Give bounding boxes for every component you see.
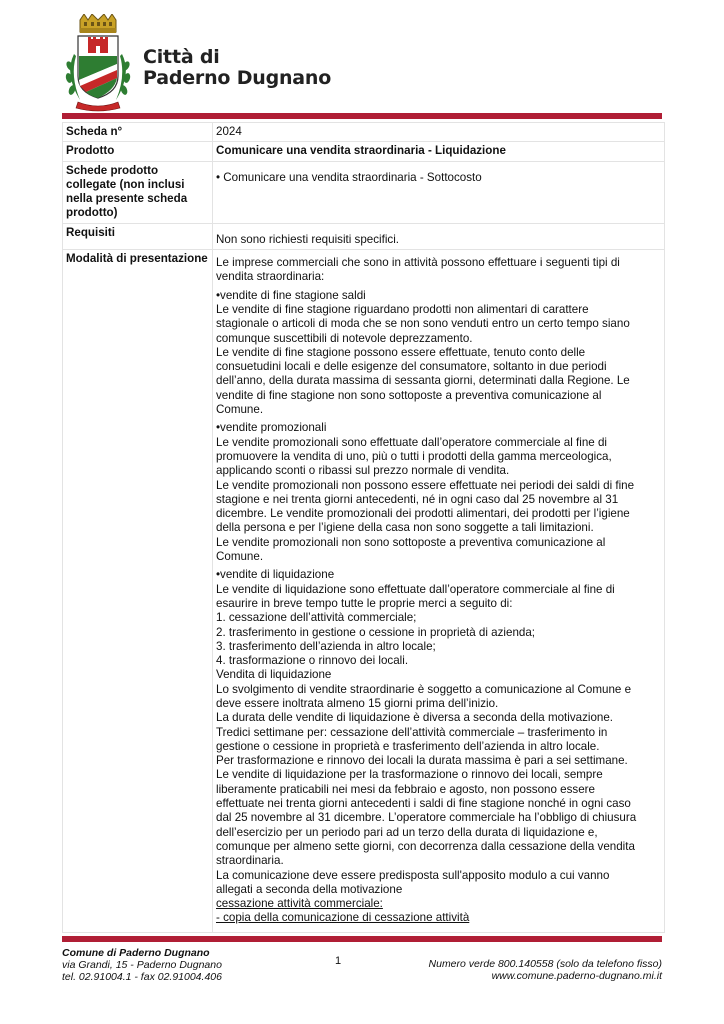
text-line: Le vendite promozionali sono effettuate dall’operatore commerciale al fine di [216, 435, 607, 449]
product-sheet-table [62, 122, 665, 933]
text-line: Le imprese commerciali che sono in attività possono effettuare i seguenti tipi di [216, 256, 620, 270]
text-line: gestione o cessione in proprietà e trasferimento dell’azienda in altro locale. [216, 739, 600, 753]
text-line: Le vendite di liquidazione per la trasformazione o rinnovo dei locali, sempre [216, 768, 603, 782]
text-line: La durata delle vendite di liquidazione è diversa a seconda della motivazione. [216, 711, 614, 725]
page-number: 1 [334, 955, 342, 967]
text-line: Tredici settimane per: cessazione dell’attività commerciale – trasferimento in [216, 725, 608, 739]
footer-contact-block [429, 958, 662, 982]
text-line: della persona e per l’igiene della casa non sono soggette a tali limitazioni. [216, 521, 594, 535]
text-line: Le vendite promozionali non sono sottoposte a preventiva comunicazione al [216, 535, 606, 549]
text-line: dicembre. Le vendite promozionali dei prodotti alimentari, dei prodotti per l’igiene [216, 507, 630, 521]
text-line: comunque suscettibili di notevole deprezzamento. [216, 331, 473, 345]
modalita-paragraph [216, 289, 661, 418]
collegate-label: Schede prodotto collegate (non inclusi nella presente scheda prodotto) [63, 161, 213, 223]
text-line: 2. trasferimento in gestione o cessione in proprietà di azienda; [216, 625, 536, 639]
footer-toll-free: Numero verde 800.140558 (solo da telefono fisso) [428, 958, 662, 970]
text-line: Lo svolgimento di vendite straordinarie è soggetto a comunicazione al Comune e [216, 682, 632, 696]
modalita-value [213, 250, 665, 933]
text-line: •vendite di fine stagione saldi [216, 288, 366, 302]
text-line: •vendite di liquidazione [216, 568, 335, 582]
text-line: effettuate nei trenta giorni antecedenti i saldi di fine stagione nonché in ogni caso [216, 797, 631, 811]
modalita-paragraph [216, 421, 661, 564]
shield-icon [78, 36, 118, 98]
text-line: comunque per almeno sette giorni, con decorrenza dalla cessazione della vendita [216, 839, 635, 853]
text-line: Per trasformazione e rinnovo dei locali la durata massima è pari a sei settimane. [216, 754, 628, 768]
text-line: Comune. [216, 550, 264, 564]
text-line: allegati a seconda della motivazione [216, 882, 403, 896]
footer-address: via Grandi, 15 - Paderno Dugnano [62, 959, 222, 971]
row-requisiti [63, 223, 665, 249]
scheda-value: 2024 [213, 123, 665, 142]
text-line: La comunicazione deve essere predisposta sull'apposito modulo a cui vanno [216, 868, 610, 882]
text-line: vendita straordinaria: [216, 270, 325, 284]
footer-org-name: Comune di Paderno Dugnano [62, 947, 210, 959]
text-line: liberamente praticabili nei mesi da febbraio e agosto, non possono essere [216, 782, 595, 796]
requisiti-value: Non sono richiesti requisiti specifici. [213, 223, 665, 249]
text-line: promuovere la vendita di uno, più o tutti i prodotti della gamma merceologica, [216, 449, 612, 463]
row-scheda [63, 123, 665, 142]
city-name [143, 47, 331, 89]
text-line: applicando sconti o ribassi sul prezzo normale di vendita. [216, 464, 510, 478]
text-line: Le vendite di fine stagione riguardano prodotti non alimentari di carattere [216, 302, 589, 316]
text-line: vendite di fine stagione non sono sottoposte a preventiva comunicazione al [216, 388, 602, 402]
modalita-paragraph [216, 256, 661, 285]
modalita-paragraph [216, 568, 661, 925]
text-line: stagionale o articoli di moda che se non sono venduti entro un certo tempo siano [216, 317, 630, 331]
footer-address-block [62, 947, 222, 983]
coat-of-arms-logo [60, 14, 136, 112]
footer-phone: tel. 02.91004.1 - fax 02.91004.406 [62, 971, 222, 983]
text-line: Vendita di liquidazione [216, 668, 332, 682]
text-line: consuetudini locali e delle esigenze del consumatore, soltanto in due periodi [216, 360, 607, 374]
collegate-value: • Comunicare una vendita straordinaria - Sottocosto [213, 161, 665, 223]
text-line: 1. cessazione dell’attività commerciale; [216, 611, 417, 625]
ribbon-icon [76, 102, 120, 111]
underlined-item: - copia della comunicazione di cessazione attività [216, 911, 470, 925]
text-line: •vendite promozionali [216, 421, 327, 435]
text-line: Comune. [216, 403, 264, 417]
scheda-label: Scheda n° [63, 123, 213, 142]
city-name-line1: Città di [143, 46, 220, 68]
crown-icon [80, 14, 116, 33]
text-line: Le vendite promozionali non possono essere effettuate nei periodi dei saldi di fine [216, 478, 635, 492]
underlined-heading: cessazione attività commerciale: [216, 897, 383, 911]
footer-website: www.comune.paderno-dugnano.mi.it [491, 970, 662, 982]
text-line: Le vendite di liquidazione sono effettuate dall’operatore commerciale al fine di [216, 582, 615, 596]
text-line: 3. trasferimento dell’azienda in altro locale; [216, 639, 436, 653]
text-line: straordinaria. [216, 854, 284, 868]
row-collegate [63, 161, 665, 223]
city-name-line2: Paderno Dugnano [143, 67, 332, 89]
row-modalita [63, 250, 665, 933]
top-accent-bar [62, 113, 662, 119]
text-line: Le vendite di fine stagione possono essere effettuate, tenuto conto delle [216, 345, 586, 359]
text-line: dell’esercizio per un periodo pari ad un terzo della durata di liquidazione e, [216, 825, 598, 839]
requisiti-label: Requisiti [63, 223, 213, 249]
modalita-label: Modalità di presentazione [63, 250, 213, 933]
text-line: dell’anno, della durata massima di sessanta giorni, determinati dalla Regione. Le [216, 374, 630, 388]
text-line: stagione e nei trenta giorni antecedenti, né in ogni caso dal 25 novembre al 31 [216, 492, 619, 506]
text-line: dal 25 novembre al 31 dicembre. L’operatore commerciale ha l’obbligo di chiusura [216, 811, 637, 825]
prodotto-value: Comunicare una vendita straordinaria - Liquidazione [213, 142, 665, 161]
bottom-accent-bar [62, 936, 662, 942]
text-line: deve essere inoltrata almeno 15 giorni prima dell’inizio. [216, 696, 499, 710]
text-line: 4. trasformazione o rinnovo dei locali. [216, 654, 409, 668]
row-prodotto [63, 142, 665, 161]
text-line: esaurire in breve tempo tutte le proprie merci a seguito di: [216, 596, 513, 610]
prodotto-label: Prodotto [63, 142, 213, 161]
